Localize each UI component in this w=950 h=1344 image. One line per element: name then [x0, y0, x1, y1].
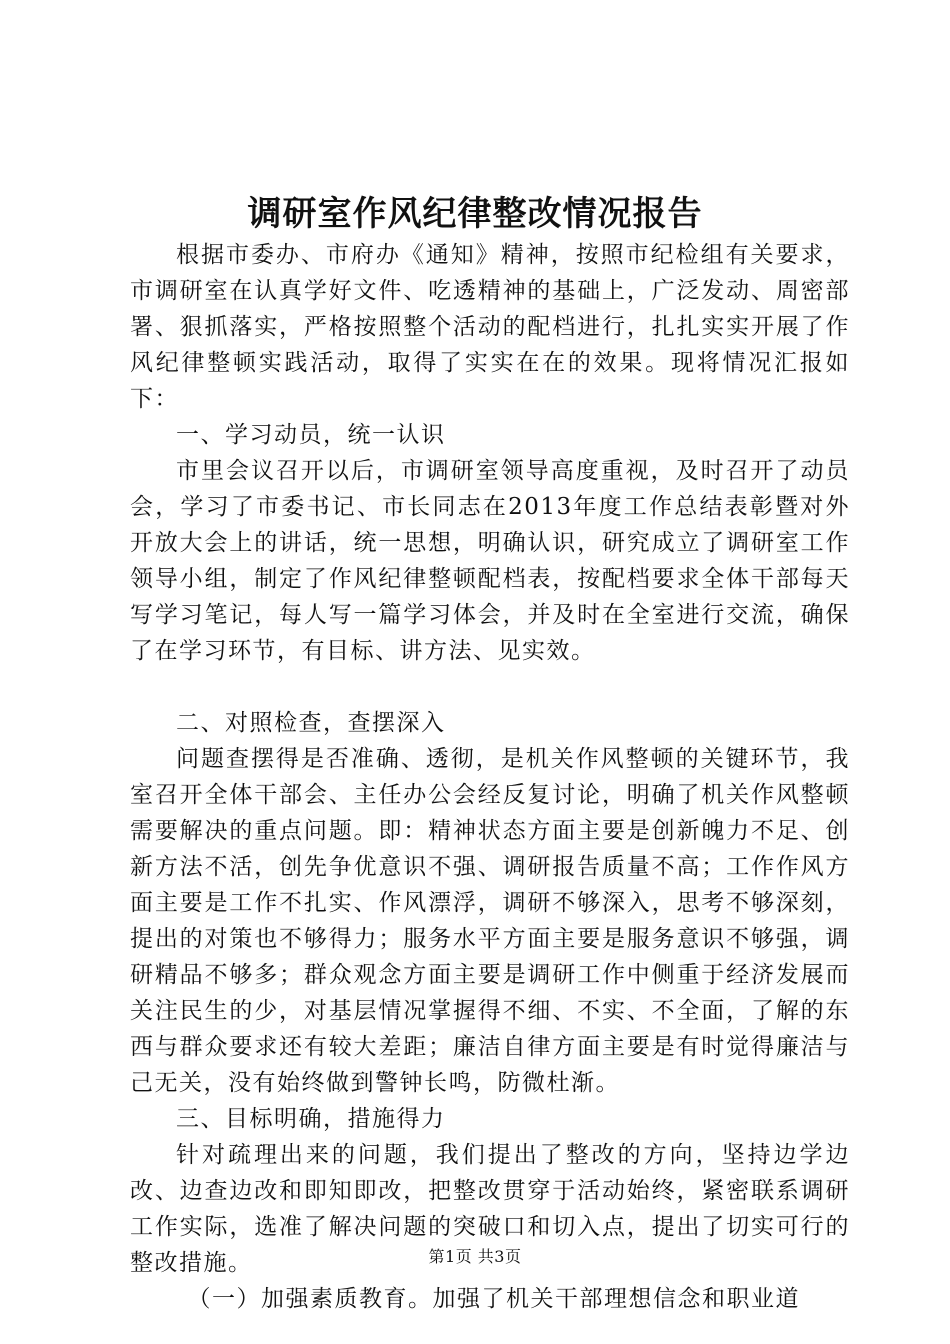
section-2-paragraph: 问题查摆得是否准确、透彻，是机关作风整顿的关键环节，我室召开全体干部会、主任办公会经反复讨论，明确了机关作风整顿需要解决的重点问题。即：精神状态方面主要是创新魄力不足、创新方法不活，创先争优意识不强、调研报告质量不高；工作作风方面主要是工作不扎实、作风漂浮，调研不够深入，思考不够深刻，提出的对策也不够得力；服务水平方面主要是服务意识不够强，调研精品不够多；群众观念方面主要是调研工作中侧重于经济发展而关注民生的少，对基层情况掌握得不细、不实、不全面，了解的东西与群众要求还有较大差距；廉洁自律方面主要是有时觉得廉洁与己无关，没有始终做到警钟长鸣，防微杜渐。: [130, 746, 850, 1096]
section-heading-1: 一、学习动员，统一认识: [176, 422, 446, 448]
section-3-paragraph: 针对疏理出来的问题，我们提出了整改的方向，坚持边学边改、边查边改和即知即改，把整改贯穿于活动始终，紧密联系调研工作实际，选准了解决问题的突破口和切入点，提出了切实可行的整改措施。: [130, 1142, 850, 1276]
intro-paragraph: 根据市委办、市府办《通知》精神，按照市纪检组有关要求，市调研室在认真学好文件、吃透精神的基础上，广泛发动、周密部署、狠抓落实，严格按照整个活动的配档进行，扎扎实实开展了作风纪律整顿实践活动，取得了实实在在的效果。现将情况汇报如下：: [130, 242, 850, 412]
section-1-paragraph: 市里会议召开以后，市调研室领导高度重视，及时召开了动员会，学习了市委书记、市长同志在2013年度工作总结表彰暨对外开放大会上的讲话，统一思想，明确认识，研究成立了调研室工作领导小组，制定了作风纪律整顿配档表，按配档要求全体干部每天写学习笔记，每人写一篇学习体会，并及时在全室进行交流，确保了在学习环节，有目标、讲方法、见实效。: [130, 458, 850, 664]
document-body: [130, 237, 850, 1317]
section-heading-3: 三、目标明确，措施得力: [176, 1106, 446, 1132]
section-heading-2: 二、对照检查，查摆深入: [176, 710, 446, 736]
page-number-footer: 第1页 共3页: [428, 1247, 522, 1266]
document-title: 调研室作风纪律整改情况报告: [247, 194, 703, 234]
subsection-1-paragraph: （一）加强素质教育。加强了机关干部理想信念和职业道: [187, 1286, 800, 1312]
